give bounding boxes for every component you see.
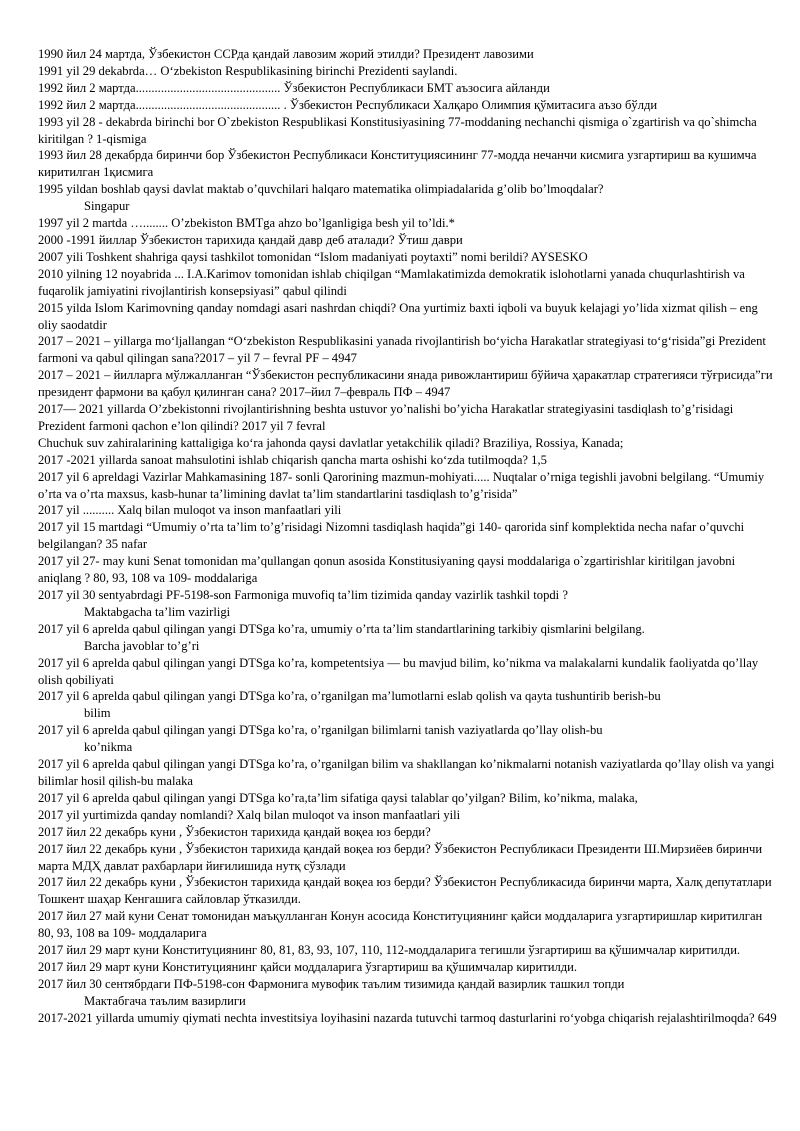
- question-line: 2017 yil 6 aprelda qabul qilingan yangi DTSga ko’ra, o’rganilgan ma’lumotlarni eslab qolish va qayta tushuntirib berish-bu: [38, 689, 661, 704]
- question-line: 2017 йил 27 май куни Сенат томонидан маъқулланган Конун асосида Конституциянинг қайси моддаларига узгартиришлар киритилган 80, 93, 108 ва 109- моддаларига: [38, 909, 763, 941]
- question-line: 1997 yil 2 martda …........ O’zbekiston BMTga ahzo bo’lganligiga besh yil to’ldi.*: [38, 216, 455, 231]
- question-line: 2017 yil 6 aprelda qabul qilingan yangi DTSga ko’ra, o’rganilgan bilim va shakllangan ko’nikmalarni notanish vaziyatlarda qo’llay olish va yangi bilimlar hosil qilish-bu malaka: [38, 757, 775, 788]
- question-line: 2007 yili Toshkent shahriga qaysi tashkilot tomonidan “Islom madaniyati poytaxti” nomi berildi? AYSESKO: [38, 249, 588, 264]
- question-line: 2017 yil 27- may kuni Senat tomonidan ma’qullangan qonun asosida Konstitusiyaning qaysi moddalariga o`zgartirishlar kiritilgan javobni aniqlang ? 80, 93, 108 va 109- moddalariga: [38, 554, 736, 586]
- question-line: 2000 -1991 йиллар Ўзбекистон тарихида қандай давр деб аталади? Ўтиш даври: [38, 232, 463, 247]
- answer-line: Мактабгача таълим вазирлиги: [84, 993, 246, 1008]
- question-line: 2017— 2021 yillarda O’zbekistonni rivojlantirishning beshta ustuvor yo’nalishi bo’yicha Harakatlar strategiyasini tasdiqlash to’g’risidagi Prezident farmoni qachon e’lon qilindi? 2017 yil 7 fevral: [38, 402, 734, 433]
- question-line: 2017 -2021 yillarda sanoat mahsulotini ishlab chiqarish qancha marta oshishi ko‘zda tutilmoqda? 1,5: [38, 452, 547, 467]
- question-line: 2017 yil 6 apreldagi Vazirlar Mahkamasining 187- sonli Qarorining mazmun-mohiyati..... Nuqtalar o’rniga tegishli javobni belgilang. “Umumiy o’rta va o’rta maxsus, kasb-hunar ta’limining davlat ta’lim standartlarini tasdiqlash to’g’risida”: [38, 469, 765, 501]
- question-line: 1993 yil 28 - dekabrda birinchi bor O`zbekiston Respublikasi Konstitusiyasining 77-moddaning nechanchi qismiga o`zgartirish va qo`shimcha kiritilgan ? 1-qismiga: [38, 114, 757, 146]
- question-line: 2017 йил 22 декабрь куни , Ўзбекистон тарихида қандай воқеа юз берди? Ўзбекистон Республикасида биринчи марта, Халқ депутатлари Тошкент шаҳар Кенгашига сайловлар ўтказилди.: [38, 875, 772, 907]
- question-line: 2017 йил 30 сентябрдаги ПФ-5198-сон Фармонига мувофик таълим тизимида қандай вазирлик ташкил топди: [38, 976, 625, 991]
- answer-line: ko’nikma: [84, 740, 133, 755]
- question-line: 2017 – 2021 – yillarga mo‘ljallangan “O‘zbekiston Respublikasini yanada rivojlantirish bo‘yicha Harakatlar strategiyasi to‘g‘risida”gi Prezident farmoni va qabul qilingan sana?2017 – yil 7 – fevral PF – 4947: [38, 334, 766, 366]
- question-line: 2017 йил 29 март куни Конституциянинг қайси моддаларига ўзгартириш ва қўшимчалар киритилди.: [38, 959, 578, 974]
- question-line: 2017-2021 yillarda umumiy qiymati nechta investitsiya loyihasini nazarda tutuvchi tarmoq dasturlarini ro‘yobga chiqarish rejalashtirilmoqda? 649: [38, 1010, 777, 1025]
- question-line: Chuchuk suv zahiralarining kattaligiga ko‘ra jahonda qaysi davlatlar yetakchilik qiladi? Braziliya, Rossiya, Kanada;: [38, 435, 624, 450]
- question-line: 2017 yil 30 sentyabrdagi PF-5198-son Farmoniga muvofiq ta’lim tizimida qanday vazirlik tashkil topdi ?: [38, 588, 568, 602]
- question-line: 2010 yilning 12 noyabrida ... I.A.Karimov tomonidan ishlab chiqilgan “Mamlakatimizda demokratik islohotlarni yanada chuqurlashtirish va fuqarolik jamiyatini rivojlantirish konsepsiyasi” qabul qilindi: [38, 266, 745, 298]
- answer-line: Barcha javoblar to’g’ri: [84, 638, 200, 653]
- answer-line: bilim: [84, 706, 111, 721]
- question-line: 2017 yil 15 martdagi “Umumiy o’rta ta’lim to’g’risidagi Nizomni tasdiqlash haqida”gi 140- qarorida sinf komplektida necha nafar o’quvchi belgilangan? 35 nafar: [38, 520, 745, 552]
- answer-line: Singapur: [84, 199, 130, 214]
- question-line: 2017 йил 22 декабрь куни , Ўзбекистон тарихида қандай воқеа юз берди? Ўзбекистон Республикаси Президенти Ш.Мирзиёев биринчи марта МДҲ давлат рахбарлари йиғилишида нутқ сўзлади: [38, 841, 763, 873]
- question-line: 1995 yildan boshlab qaysi davlat maktab o’quvchilari halqaro matematika olimpiadalarida g’olib bo’lmoqdalar?: [38, 182, 604, 197]
- answer-line: Maktabgacha ta’lim vazirligi: [84, 604, 231, 619]
- question-line: 2017 йил 29 март куни Конституциянинг 80, 81, 83, 93, 107, 110, 112-моддаларига тегишли ўзгартириш ва қўшимчалар киритилди.: [38, 943, 741, 958]
- question-line: 1992 йил 2 мартда.............................................. . Ўзбекистон Республикаси Халқаро Олимпия қўмитасига аъзо бўлди: [38, 97, 658, 112]
- question-line: 2017 yil yurtimizda qanday nomlandi? Xalq bilan muloqot va inson manfaatlari yili: [38, 807, 461, 822]
- question-line: 2015 yilda Islom Karimovning qanday nomdagi asari nashrdan chiqdi? Ona yurtimiz baxti iqboli va buyuk kelajagi yo’lida xizmat qilish – eng oliy saodatdir: [38, 300, 758, 332]
- question-line: 2017 yil 6 aprelda qabul qilingan yangi DTSga ko’ra, kompetentsiya — bu mavjud bilim, ko’nikma va malakalarni kundalik faoliyatda qo’llay olish qobiliyati: [38, 655, 759, 687]
- question-line: 2017 yil 6 aprelda qabul qilingan yangi DTSga ko’ra,ta’lim sifatiga qaysi talablar qo’yilgan? Bilim, ko’nikma, malaka,: [38, 790, 638, 805]
- question-line: 1993 йил 28 декабрда биринчи бор Ўзбекистон Республикаси Конституциясининг 77-модда нечанчи кисмига узгартириш ва кушимча киритилган 1қисмига: [38, 148, 757, 180]
- question-line: 2017 йил 22 декабрь куни , Ўзбекистон тарихида қандай воқеа юз берди?: [38, 824, 431, 839]
- question-line: 2017 yil 6 aprelda qabul qilingan yangi DTSga ko’ra, o’rganilgan bilimlarni tanish vaziyatlarda qo’llay olish-bu: [38, 723, 603, 738]
- question-line: 1990 йил 24 мартда, Ўзбекистон ССРда қандай лавозим жорий этилди? Президент лавозими: [38, 47, 534, 61]
- question-line: 1992 йил 2 мартда.............................................. Ўзбекистон Республикаси БМТ аъзосига айланди: [38, 80, 550, 95]
- question-line: 1991 yil 29 dekabrda… O‘zbekiston Respublikasining birinchi Prezidenti saylandi.: [38, 63, 458, 78]
- question-line: 2017 – 2021 – йилларга мўлжалланган “Ўзбекистон республикасини янада ривожлантириш бўйича ҳаракатлар стратегияси тўғрисида”ги президент фармони ва қабул қилинган сана? 2017–йил 7–февраль ПФ – 4947: [38, 368, 773, 400]
- question-line: 2017 yil 6 aprelda qabul qilingan yangi DTSga ko’ra, umumiy o’rta ta’lim standartlarining tarkibiy qismlarini belgilang.: [38, 621, 645, 636]
- question-line: 2017 yil .......... Xalq bilan muloqot va inson manfaatlari yili: [38, 503, 342, 518]
